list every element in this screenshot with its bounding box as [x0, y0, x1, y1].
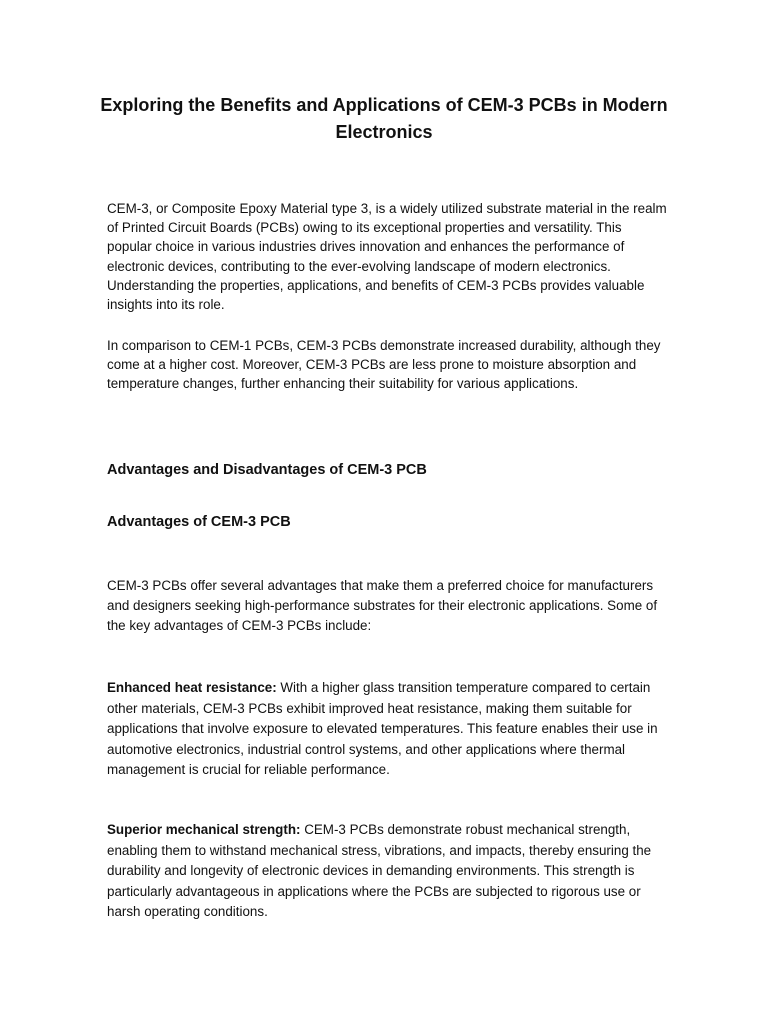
heading-advantages-disadvantages: Advantages and Disadvantages of CEM-3 PCB [107, 462, 427, 478]
advantage-heat-resistance [107, 678, 667, 781]
advantage-lead: Enhanced heat resistance: [107, 680, 277, 695]
intro-paragraph-2: In comparison to CEM-1 PCBs, CEM-3 PCBs demonstrate increased durability, although they come at a higher cost. Moreover, CEM-3 PCBs are less prone to moisture absorption and temperature changes, further enhancing their suitability for various applications. [107, 338, 661, 392]
advantages-intro-paragraph: CEM-3 PCBs offer several advantages that make them a preferred choice for manufacturers and designers seeking high-performance substrates for their electronic applications. Some of the key advantages of CEM-3 PCBs include: [107, 578, 658, 634]
advantage-mechanical-strength [107, 820, 667, 923]
heading-advantages: Advantages of CEM-3 PCB [107, 514, 291, 530]
advantage-text: CEM-3 PCBs demonstrate robust mechanical strength, enabling them to withstand mechanical stress, vibrations, and impacts, thereby ensuring the durability and longevity of electronic devices in demanding environments. This strength is particularly advantageous in applications where the PCBs are subjected to rigorous use or harsh operating conditions. [107, 822, 652, 919]
advantage-lead: Superior mechanical strength: [107, 822, 301, 837]
advantage-text: With a higher glass transition temperature compared to certain other materials, CEM-3 PCBs exhibit improved heat resistance, making them suitable for applications that involve exposure to elevated temperatures. This feature enables their use in automotive electronics, industrial control systems, and other applications where thermal management is crucial for reliable performance. [107, 680, 658, 777]
document-title: Exploring the Benefits and Applications of CEM-3 PCBs in Modern Electronics [100, 95, 668, 142]
intro-paragraph-1: CEM-3, or Composite Epoxy Material type 3, is a widely utilized substrate material in the realm of Printed Circuit Boards (PCBs) owing to its exceptional properties and versatility. This popular choice in various industries drives innovation and enhances the performance of electronic devices, contributing to the ever-evolving landscape of modern electronics. Understanding the properties, applications, and benefits of CEM-3 PCBs provides valuable insights into its role. [107, 201, 667, 313]
